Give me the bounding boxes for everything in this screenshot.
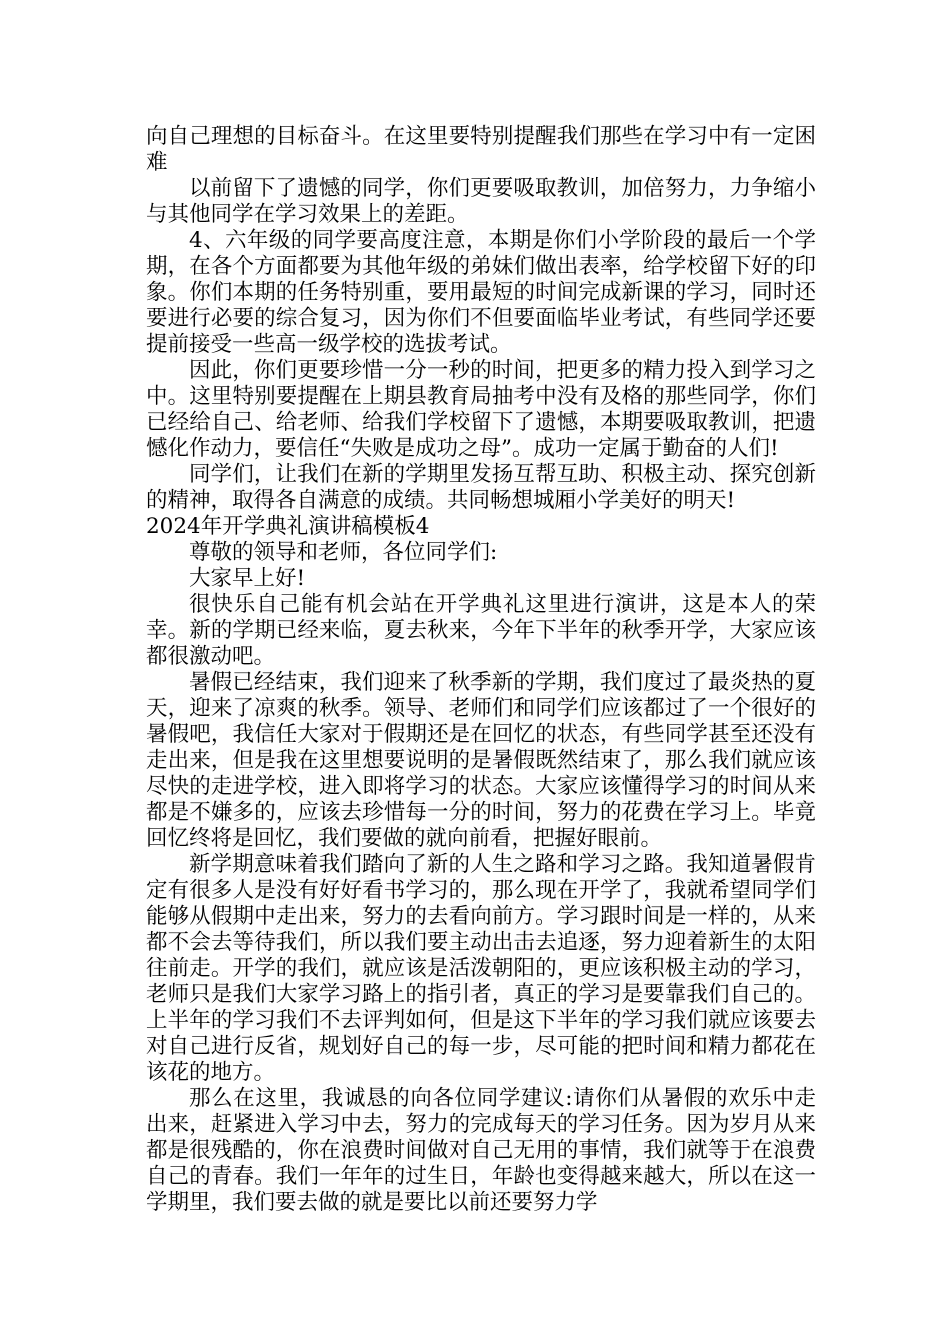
document-body [146,124,816,1216]
greeting: 大家早上好! [189,566,306,591]
section-title: 2024年开学典礼演讲稿模板4 [146,514,430,539]
paragraph: 因此，你们更要珍惜一分一秒的时间，把更多的精力投入到学习之中。这里特别要提醒在上期县教育局抽考中没有及格的那些同学，你们已经给自己、给老师、给我们学校留下了遗憾，本期要吸取教训，把遗憾化作动力，要信任“失败是成功之母”。成功一定属于勤奋的人们! [146,358,816,461]
paragraph: 4、六年级的同学要高度注意，本期是你们小学阶段的最后一个学期，在各个方面都要为其他年级的弟妹们做出表率，给学校留下好的印象。你们本期的任务特别重，要用最短的时间完成新课的学习，同时还要进行必要的综合复习，因为你们不但要面临毕业考试，有些同学还要提前接受一些高一级学校的选拔考试。 [146,228,816,357]
paragraph: 同学们，让我们在新的学期里发扬互帮互助、积极主动、探究创新的精神，取得各自满意的成绩。共同畅想城厢小学美好的明天! [146,462,816,513]
paragraph: 很快乐自己能有机会站在开学典礼这里进行演讲，这是本人的荣幸。新的学期已经来临，夏去秋来，今年下半年的秋季开学，大家应该都很激动吧。 [146,592,816,669]
paragraph: 暑假已经结束，我们迎来了秋季新的学期，我们度过了最炎热的夏天，迎来了凉爽的秋季。领导、老师们和同学们应该都过了一个很好的暑假吧，我信任大家对于假期还是在回忆的状态，有些同学甚至还没有走出来，但是我在这里想要说明的是暑假既然结束了，那么我们就应该尽快的走进学校，进入即将学习的状态。大家应该懂得学习的时间从来都是不嫌多的，应该去珍惜每一分的时间，努力的花费在学习上。毕竟回忆终将是回忆，我们要做的就向前看，把握好眼前。 [146,670,816,851]
paragraph: 新学期意味着我们踏向了新的人生之路和学习之路。我知道暑假肯定有很多人是没有好好看书学习的，那么现在开学了，我就希望同学们能够从假期中走出来，努力的去看向前方。学习跟时间是一样的，从来都不会去等待我们，所以我们要主动出击去追逐，努力迎着新生的太阳往前走。开学的我们，就应该是活泼朝阳的，更应该积极主动的学习，老师只是我们大家学习路上的指引者，真正的学习是要靠我们自己的。上半年的学习我们不去评判如何，但是这下半年的学习我们就应该要去对自己进行反省，规划好自己的每一步，尽可能的把时间和精力都花在该花的地方。 [146,852,816,1085]
salutation: 尊敬的领导和老师，各位同学们: [189,540,498,565]
paragraph-continuation: 向自己理想的目标奋斗。在这里要特别提醒我们那些在学习中有一定困难 [146,124,816,175]
paragraph: 以前留下了遗憾的同学，你们更要吸取教训，加倍努力，力争缩小与其他同学在学习效果上的差距。 [146,176,816,227]
paragraph: 那么在这里，我诚恳的向各位同学建议:请你们从暑假的欢乐中走出来，赶紧进入学习中去，努力的完成每天的学习任务。因为岁月从来都是很残酷的，你在浪费时间做对自己无用的事情，我们就等于在浪费自己的青春。我们一年年的过生日，年龄也变得越来越大，所以在这一学期里，我们要去做的就是要比以前还要努力学 [146,1086,816,1215]
